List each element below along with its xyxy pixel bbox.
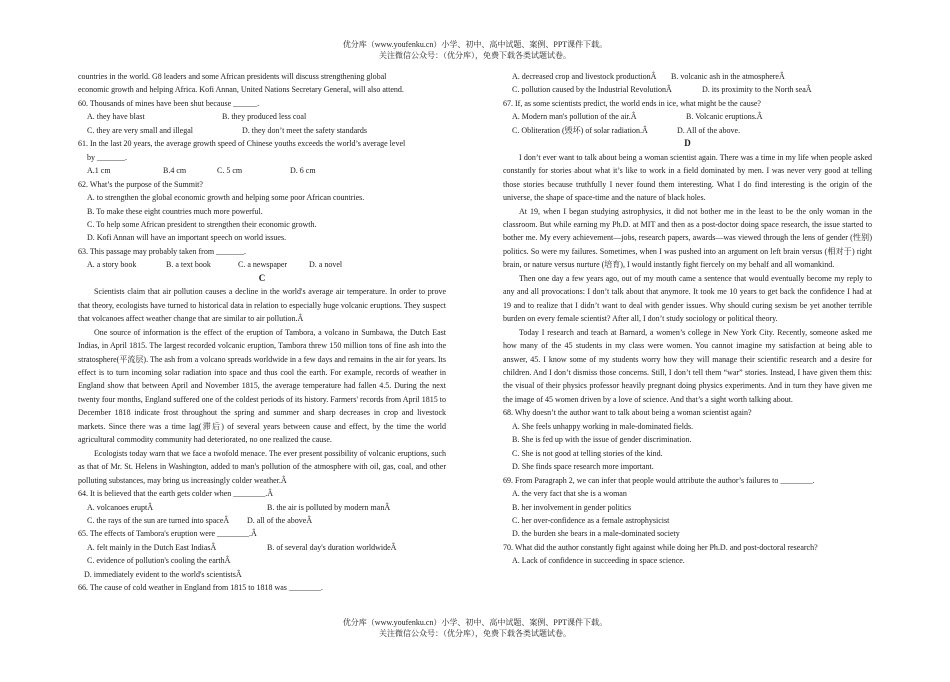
question-63-options — [78, 258, 446, 271]
question-60-options — [78, 124, 446, 137]
question-64-stem: 64. It is believed that the earth gets colder when ________.Â — [78, 489, 274, 499]
question-62-stem: 62. What’s the purpose of the Summit? — [78, 179, 203, 189]
passage-c-paragraph: Ecologists today warn that we face a twofold menace. The ever present possibility of volcanic eruptions, such as that of Mr. St. Helens in Washington, added to man's pollution of the atmosphere with oil, gas, coal, and other polluting substances, may bring us increasingly colder weather.Â — [78, 448, 446, 485]
option: D. She finds space research more important. — [512, 462, 654, 472]
question-60-options — [78, 110, 446, 123]
question-61-stem: 61. In the last 20 years, the average growth speed of Chinese youths exceeds the world’s average level — [78, 139, 406, 149]
page-header — [0, 39, 950, 61]
question-66-options — [503, 83, 872, 96]
option: C. She is not good at telling stories of the kind. — [512, 448, 663, 458]
option: B. of several day's duration worldwideÂ — [267, 542, 397, 552]
footer-line-2: 关注微信公众号：（优分库），免费下载各类试题试卷。 — [379, 629, 571, 638]
question-65-stem: 65. The effects of Tambora's eruption were ________.Â — [78, 529, 257, 539]
left-column — [78, 70, 446, 595]
option: D. immediately evident to the world's scientistsÂ — [84, 569, 242, 579]
option: D. they don’t meet the safety standards — [242, 125, 367, 135]
passage-d-paragraph: I don’t ever want to talk about being a woman scientist again. There was a time in my life when people asked constantly for stories about what it’s like to work in a field dominated by men. I was never very good at telling those stories because truthfully I never found them interesting. What I do find interesting is the origin of the universe, the shape of space-time and the nature of black holes. — [503, 152, 872, 203]
option: C. a newspaper — [238, 260, 288, 270]
option: C. pollution caused by the Industrial RevolutionÂ — [512, 85, 672, 95]
option: C. evidence of pollution's cooling the earthÂ — [87, 556, 231, 566]
option: C. they are very small and illegal — [87, 125, 193, 135]
option: B.4 cm — [163, 166, 187, 176]
option: A. Modern man's pollution of the air.Â — [512, 112, 637, 122]
question-65-options — [78, 541, 446, 554]
question-67-options — [503, 124, 872, 137]
header-line-1: 优分库（www.youfenku.cn）小学、初中、高中试题、案例、PPT课件下载。 — [342, 40, 608, 49]
option: A. to strengthen the global economic growth and helping some poor African countries. — [87, 193, 365, 203]
option: A. She feels unhappy working in male-dominated fields. — [512, 421, 694, 431]
passage-d-paragraph: At 19, when I began studying astrophysics, it did not bother me in the least to be the only woman in the classroom. But while earning my Ph.D. at MIT and then as a post-doctor doing space research, the issue started to bother me. My every achievement—jobs, research papers, awards—was viewed through the lens of gender (性别) politics. So were my failures. Sometimes, when I was pushed into an argument on left brain versus (相对于) right brain, or nature versus nurture (培育), I would instantly fight fiercely on my behalf and all womankind. — [503, 206, 872, 270]
option: C. the rays of the sun are turned into spaceÂ — [87, 515, 230, 525]
section-heading-c: C — [258, 272, 266, 283]
option: D. a novel — [309, 260, 343, 270]
question-67-stem: 67. If, as some scientists predict, the world ends in ice, what might be the cause? — [503, 98, 761, 108]
option: B. volcanic ash in the atmosphereÂ — [671, 72, 785, 81]
option: A. volcanoes eruptÂ — [87, 502, 153, 512]
option: D. 6 cm — [290, 166, 316, 176]
question-64-options — [78, 501, 446, 514]
option: B. her involvement in gender politics — [512, 502, 632, 512]
intro-line: countries in the world. G8 leaders and some African presidents will discuss strengthening global — [78, 72, 387, 81]
question-61-stem: by _______. — [87, 152, 127, 162]
passage-d-paragraph: Today I research and teach at Barnard, a women’s college in New York City. Recently, someone asked me how many of the 45 students in my class were women. You cannot imagine my satisfaction at being able to answer, 45. I know some of my students worry how they will manage their scientific research and a desire for children. And I don’t dismiss those concerns. Still, I don’t tell them “war” stories. Instead, I have given them this: the visual of their physics professor heavily pregnant doing physics experiments. And in turn they have given me the image of 45 women driven by a love of science. And that’s a sight worth talking about. — [503, 327, 872, 404]
option: C. her over-confidence as a female astrophysicist — [512, 515, 670, 525]
question-64-options — [78, 514, 446, 527]
option: A. felt mainly in the Dutch East IndiasÂ — [87, 542, 217, 552]
option: B. they produced less coal — [222, 112, 307, 122]
option: A. Lack of confidence in succeeding in space science. — [512, 556, 685, 566]
option: C. Obliteration (毁坏) of solar radiation.Â — [512, 125, 648, 135]
right-column — [503, 70, 872, 568]
option: D. All of the above. — [677, 125, 741, 135]
passage-d-paragraph: Then one day a few years ago, out of my mouth came a sentence that would eventually become my reply to any and all provocations: I don’t talk about that anymore. It took me 10 years to get back the confidence I had at 19 and to realize that I didn’t want to deal with gender issues. Why should curing sexism be yet another terrible burden on every female scientist? After all, I don’t study sociology or political theory. — [503, 273, 872, 324]
question-68-stem: 68. Why doesn’t the author want to talk about being a woman scientist again? — [503, 408, 752, 418]
question-66-options — [503, 70, 872, 83]
intro-line: economic growth and helping Africa. Kofi Annan, United Nations Secretary General, will also attend. — [78, 85, 404, 95]
option: D. Kofi Annan will have an important speech on world issues. — [87, 233, 287, 243]
question-63-stem: 63. This passage may probably taken from _______. — [78, 246, 247, 256]
header-line-2: 关注微信公众号：（优分库），免费下载各类试题试卷。 — [379, 51, 571, 60]
option: D. all of the aboveÂ — [247, 515, 313, 525]
question-61-options — [78, 164, 446, 177]
section-heading-d: D — [684, 138, 691, 149]
question-66-stem: 66. The cause of cold weather in England from 1815 to 1818 was ________. — [78, 583, 323, 593]
passage-c-paragraph: Scientists claim that air pollution causes a decline in the world's average air temperature. In order to prove that theory, ecologists have turned to historical data in relation to especially huge volcanic eruptions. They suspect that volcanoes affect weather change that are similar to air pollution.Â — [78, 287, 446, 324]
option: D. the burden she bears in a male-dominated society — [512, 529, 680, 539]
option: D. its proximity to the North seaÂ — [702, 85, 812, 95]
option: B. Volcanic eruptions.Â — [686, 112, 763, 122]
question-70-stem: 70. What did the author constantly fight against while doing her Ph.D. and post-doctoral research? — [503, 542, 818, 552]
footer-line-1: 优分库（www.youfenku.cn）小学、初中、高中试题、案例、PPT课件下载。 — [342, 618, 608, 627]
option: B. a text book — [166, 260, 211, 270]
option: A. they have blast — [87, 112, 145, 122]
option: A. the very fact that she is a woman — [512, 489, 627, 499]
option: A. decreased crop and livestock productionÂ — [512, 72, 657, 81]
option: B. To make these eight countries much more powerful. — [87, 206, 263, 216]
option: A. a story book — [87, 260, 137, 270]
option: A.1 cm — [87, 166, 111, 176]
question-60-stem: 60. Thousands of mines have been shut because ______. — [78, 98, 260, 108]
question-69-stem: 69. From Paragraph 2, we can infer that people would attribute the author’s failures to ________. — [503, 475, 815, 485]
question-67-options — [503, 110, 872, 123]
option: B. She is fed up with the issue of gender discrimination. — [512, 435, 692, 445]
page-footer — [0, 617, 950, 639]
option: B. the air is polluted by modern manÂ — [267, 502, 391, 512]
option: C. 5 cm — [217, 166, 243, 176]
option: C. To help some African president to strengthen their economic growth. — [87, 219, 317, 229]
passage-c-paragraph: One source of information is the effect of the eruption of Tambora, a volcano in Sumbawa, the Dutch East Indias, in April 1815. The largest recorded volcanic eruption, Tambora threw 150 million tons of fine ash into the stratosphere(平流层). The ash from a volcano spreads worldwide in a few days and remains in the air for years. Its effect is to turn incoming solar radiation into space and thus cool the earth. For example, records of weather in England show that between April and November 1815, the average temperature had fallen 4.5. During the next twenty four months, England suffered one of the coldest periods of its history. Farmers' records from April 1815 to December 1818 indicate frost throughout the spring and summer and sharp decreases in crop and livestock markets. Since there was a time lag(滞后) of several years between cause and effect, by the time the world agricultural commodity community had deteriorated, no one realized the cause. — [78, 327, 446, 445]
